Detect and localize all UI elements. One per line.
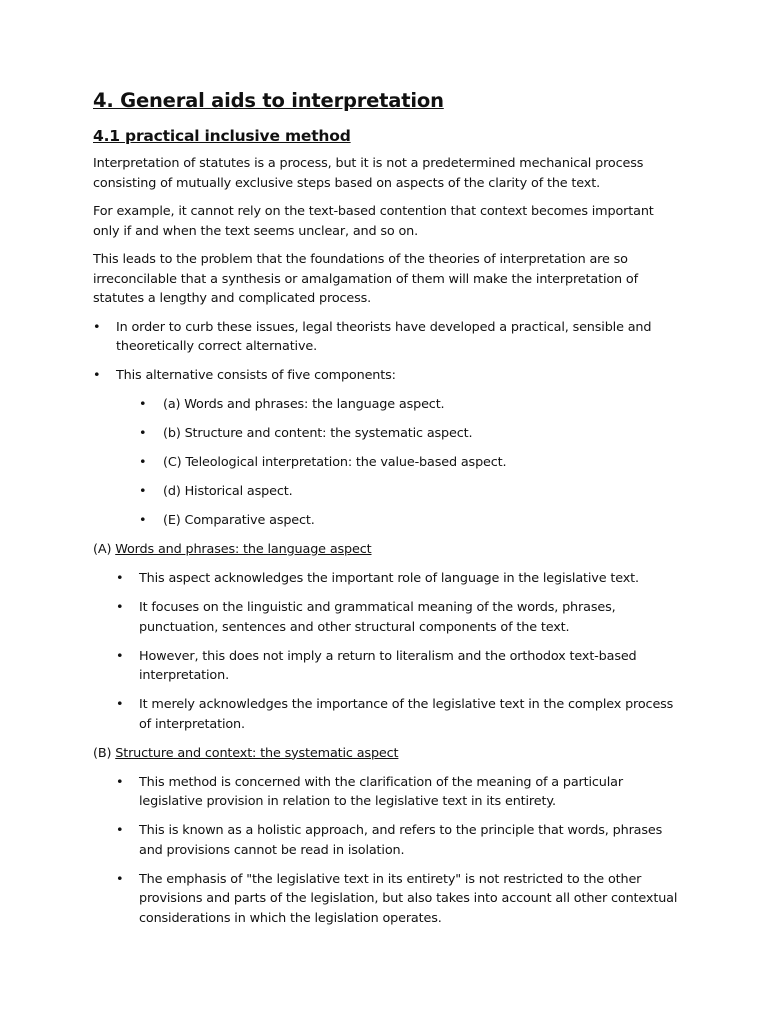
- section-a-heading: [93, 540, 683, 560]
- section-a-title: Words and phrases: the language aspect: [115, 542, 372, 557]
- list-item-text: This is known as a holistic approach, and refers to the principle that words, phrases and provisions cannot be read in isolation.: [139, 823, 663, 858]
- bullet-icon: •: [139, 455, 147, 470]
- list-item-text: (d) Historical aspect.: [163, 484, 293, 499]
- list-item: [93, 773, 683, 812]
- list-item: [93, 647, 683, 686]
- list-item-text: (E) Comparative aspect.: [163, 513, 315, 528]
- paragraph: This leads to the problem that the foundations of the theories of interpretation are so irreconcilable that a synthesis or amalgamation of them will make the interpretation of statutes a lengthy and complicated process.: [93, 252, 638, 306]
- list-item: [93, 453, 683, 473]
- list-item-text: (a) Words and phrases: the language aspect.: [163, 397, 445, 412]
- list-item-text: However, this does not imply a return to literalism and the orthodox text-based interpretation.: [139, 648, 637, 683]
- bullet-icon: •: [116, 600, 124, 615]
- section-b-prefix: (B): [93, 745, 116, 761]
- section-b-title: Structure and context: the systematic aspect: [115, 745, 399, 761]
- list-item: [93, 482, 683, 502]
- section-b-list: [93, 773, 683, 929]
- list-item-text: (C) Teleological interpretation: the value-based aspect.: [163, 455, 507, 470]
- list-item: [93, 870, 683, 929]
- section-title: 4.1 practical inclusive method: [93, 127, 351, 145]
- list-item-text: It focuses on the linguistic and grammatical meaning of the words, phrases, punctuation, sentences and other structural components of the text.: [139, 600, 616, 635]
- list-item-text: (b) Structure and content: the systematic aspect.: [163, 426, 473, 441]
- list-item: [93, 695, 683, 734]
- paragraph: Interpretation of statutes is a process, but it is not a predetermined mechanical process consisting of mutually exclusive steps based on aspects of the clarity of the text.: [93, 156, 644, 191]
- bullet-icon: •: [116, 774, 124, 790]
- list-item: [93, 424, 683, 444]
- bullet-icon: •: [116, 571, 124, 586]
- bullet-icon: •: [93, 368, 101, 383]
- bullet-icon: •: [116, 648, 124, 664]
- list-item: [93, 318, 683, 357]
- section-a-list: [93, 569, 683, 734]
- paragraph: For example, it cannot rely on the text-based contention that context becomes important only if and when the text seems unclear, and so on.: [93, 204, 654, 239]
- list-item: [93, 598, 683, 637]
- bullet-icon: •: [139, 397, 147, 412]
- list-item-text: This method is concerned with the clarification of the meaning of a particular legislative provision in relation to the legislative text in its entirety.: [139, 774, 623, 809]
- bullet-icon: •: [139, 513, 147, 528]
- list-item-text: It merely acknowledges the importance of the legislative text in the complex process of interpretation.: [139, 697, 674, 732]
- list-item: [93, 821, 683, 860]
- list-item: [93, 395, 683, 415]
- list-item: [93, 511, 683, 531]
- bullet-icon: •: [116, 823, 124, 838]
- bullet-icon: •: [116, 697, 124, 712]
- bullet-icon: •: [139, 426, 147, 441]
- list-item-text: The emphasis of "the legislative text in its entirety" is not restricted to the other provisions and parts of the legislation, but also takes into account all other contextual considerations in which the legislation operates.: [139, 871, 678, 926]
- page-title: 4. General aids to interpretation: [93, 89, 444, 112]
- list-item-text: This alternative consists of five components:: [116, 368, 396, 383]
- list-item: [93, 569, 683, 589]
- bullet-icon: •: [116, 871, 124, 887]
- components-list: [93, 395, 683, 531]
- section-b-heading: [93, 744, 683, 764]
- bullet-icon: •: [93, 319, 101, 335]
- main-bullet-list: [93, 318, 683, 386]
- list-item-text: This aspect acknowledges the important role of language in the legislative text.: [139, 571, 639, 586]
- document-page: [93, 86, 683, 938]
- list-item: [93, 366, 683, 386]
- list-item-text: In order to curb these issues, legal theorists have developed a practical, sensible and theoretically correct alternative.: [116, 319, 652, 354]
- section-a-prefix: (A): [93, 542, 116, 557]
- bullet-icon: •: [139, 484, 147, 499]
